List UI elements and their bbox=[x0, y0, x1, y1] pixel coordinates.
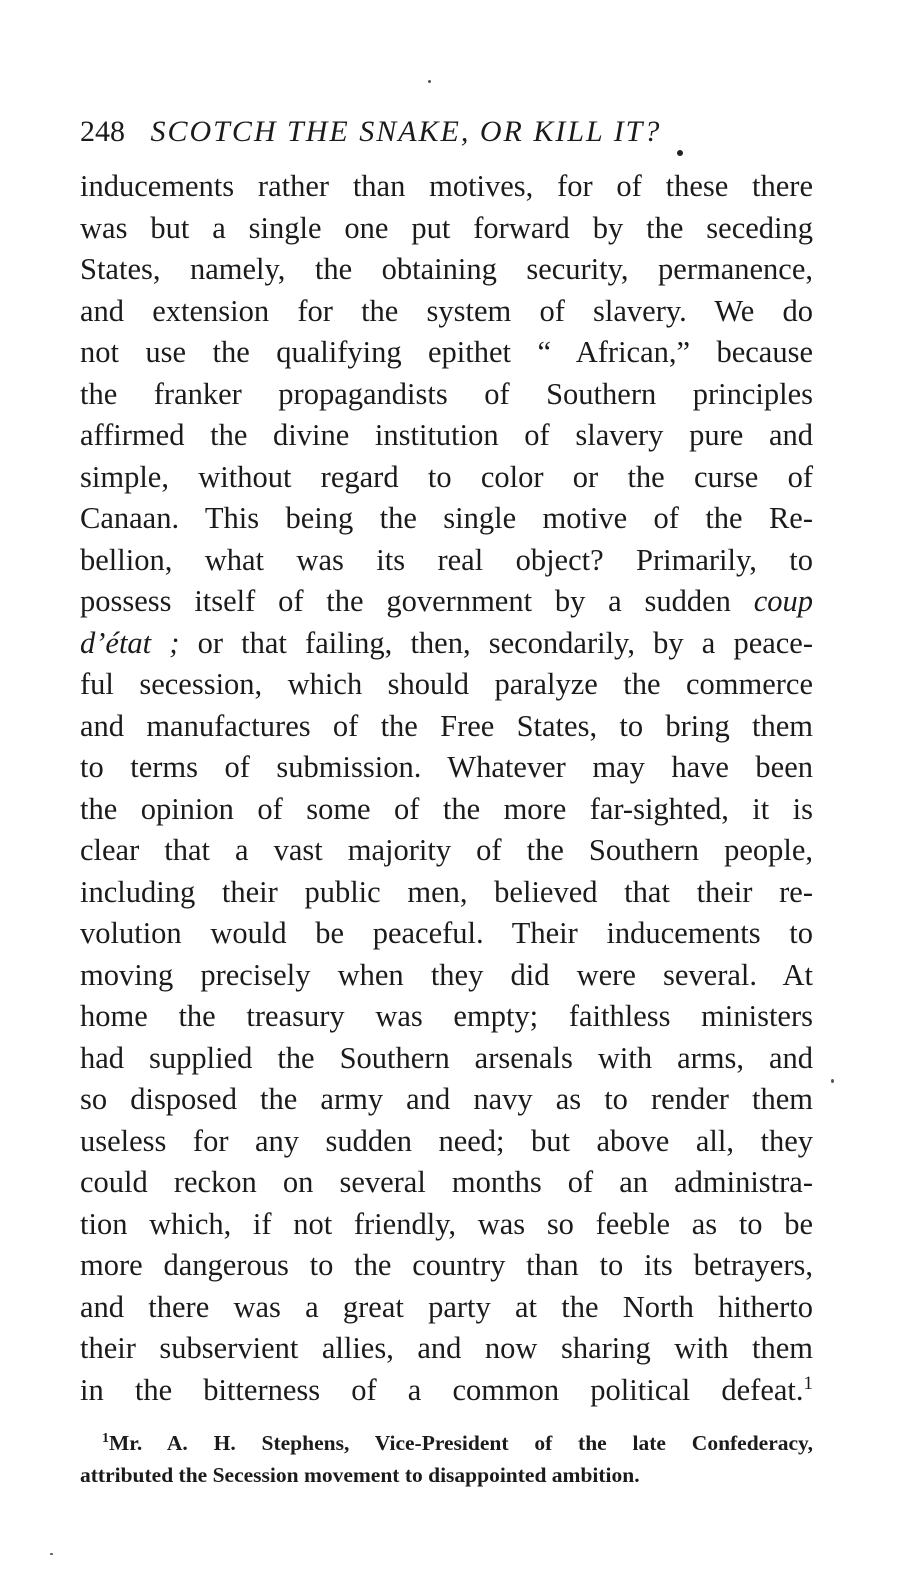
text-run: possess itself of the government by a sudden bbox=[80, 584, 731, 618]
footnote-line: attributed the Secession movement to disappointed ambition. bbox=[80, 1463, 640, 1487]
footnote bbox=[80, 1427, 813, 1491]
text-line: and manufactures of the Free States, to bring them bbox=[80, 708, 813, 743]
text-line: the franker propagandists of Southern principles bbox=[80, 376, 813, 411]
page-number: 248 bbox=[80, 115, 125, 148]
text-line: volution would be peaceful. Their inducements to bbox=[80, 916, 813, 950]
footnote-text: Mr. A. H. Stephens, Vice-President of the late Confederacy, bbox=[109, 1431, 813, 1455]
text-line: to terms of submission. Whatever may have been bbox=[80, 750, 813, 784]
running-header bbox=[80, 112, 815, 152]
text-line bbox=[80, 581, 813, 623]
footnote-marker: 1 bbox=[102, 1430, 109, 1446]
running-title: SCOTCH THE SNAKE, OR KILL IT? bbox=[150, 115, 662, 148]
text-line: could reckon on several months of an administra- bbox=[80, 1165, 813, 1199]
print-speck bbox=[428, 80, 431, 83]
print-speck bbox=[50, 1553, 53, 1555]
text-line bbox=[80, 623, 813, 665]
text-line: inducements rather than motives, for of these there bbox=[80, 169, 813, 203]
text-line: their subservient allies, and now sharing with them bbox=[80, 1331, 813, 1365]
footnote-line bbox=[80, 1427, 813, 1459]
text-line: so disposed the army and navy as to render them bbox=[80, 1082, 813, 1116]
text-line: affirmed the divine institution of slavery pure and bbox=[80, 418, 813, 452]
text-line: tion which, if not friendly, was so feeble as to be bbox=[80, 1206, 813, 1241]
text-run: in the bitterness of a common political defeat. bbox=[80, 1372, 804, 1407]
italic-phrase: d’état ; bbox=[80, 625, 180, 660]
print-speck bbox=[831, 1079, 834, 1083]
text-line: more dangerous to the country than to its betrayers, bbox=[80, 1248, 813, 1282]
text-line: States, namely, the obtaining security, permanence, bbox=[80, 252, 813, 286]
print-speck bbox=[677, 150, 683, 156]
text-line: moving precisely when they did were several. At bbox=[80, 957, 813, 992]
text-line: bellion, what was its real object? Primarily, to bbox=[80, 542, 813, 577]
text-line bbox=[80, 1370, 813, 1412]
text-line: clear that a vast majority of the Southern people, bbox=[80, 833, 813, 867]
text-line: was but a single one put forward by the seceding bbox=[80, 210, 813, 245]
text-line: including their public men, believed that their re- bbox=[80, 874, 813, 909]
text-line: simple, without regard to color or the curse of bbox=[80, 459, 813, 494]
body-text bbox=[80, 166, 813, 1411]
text-run: or that failing, then, secondarily, by a peace- bbox=[197, 625, 813, 660]
text-line: and there was a great party at the North hitherto bbox=[80, 1289, 813, 1324]
text-line: the opinion of some of the more far-sighted, it is bbox=[80, 791, 813, 826]
text-line: home the treasury was empty; faithless ministers bbox=[80, 999, 813, 1033]
text-line: Canaan. This being the single motive of the Re- bbox=[80, 501, 813, 535]
italic-phrase: coup bbox=[753, 584, 814, 618]
footnote-reference: 1 bbox=[803, 1372, 813, 1394]
text-line: useless for any sudden need; but above all, they bbox=[80, 1123, 813, 1158]
text-line: not use the qualifying epithet “ African,” because bbox=[80, 335, 813, 369]
text-line: had supplied the Southern arsenals with arms, and bbox=[80, 1040, 813, 1075]
text-line: and extension for the system of slavery. We do bbox=[80, 293, 813, 328]
text-line: ful secession, which should paralyze the commerce bbox=[80, 667, 813, 701]
